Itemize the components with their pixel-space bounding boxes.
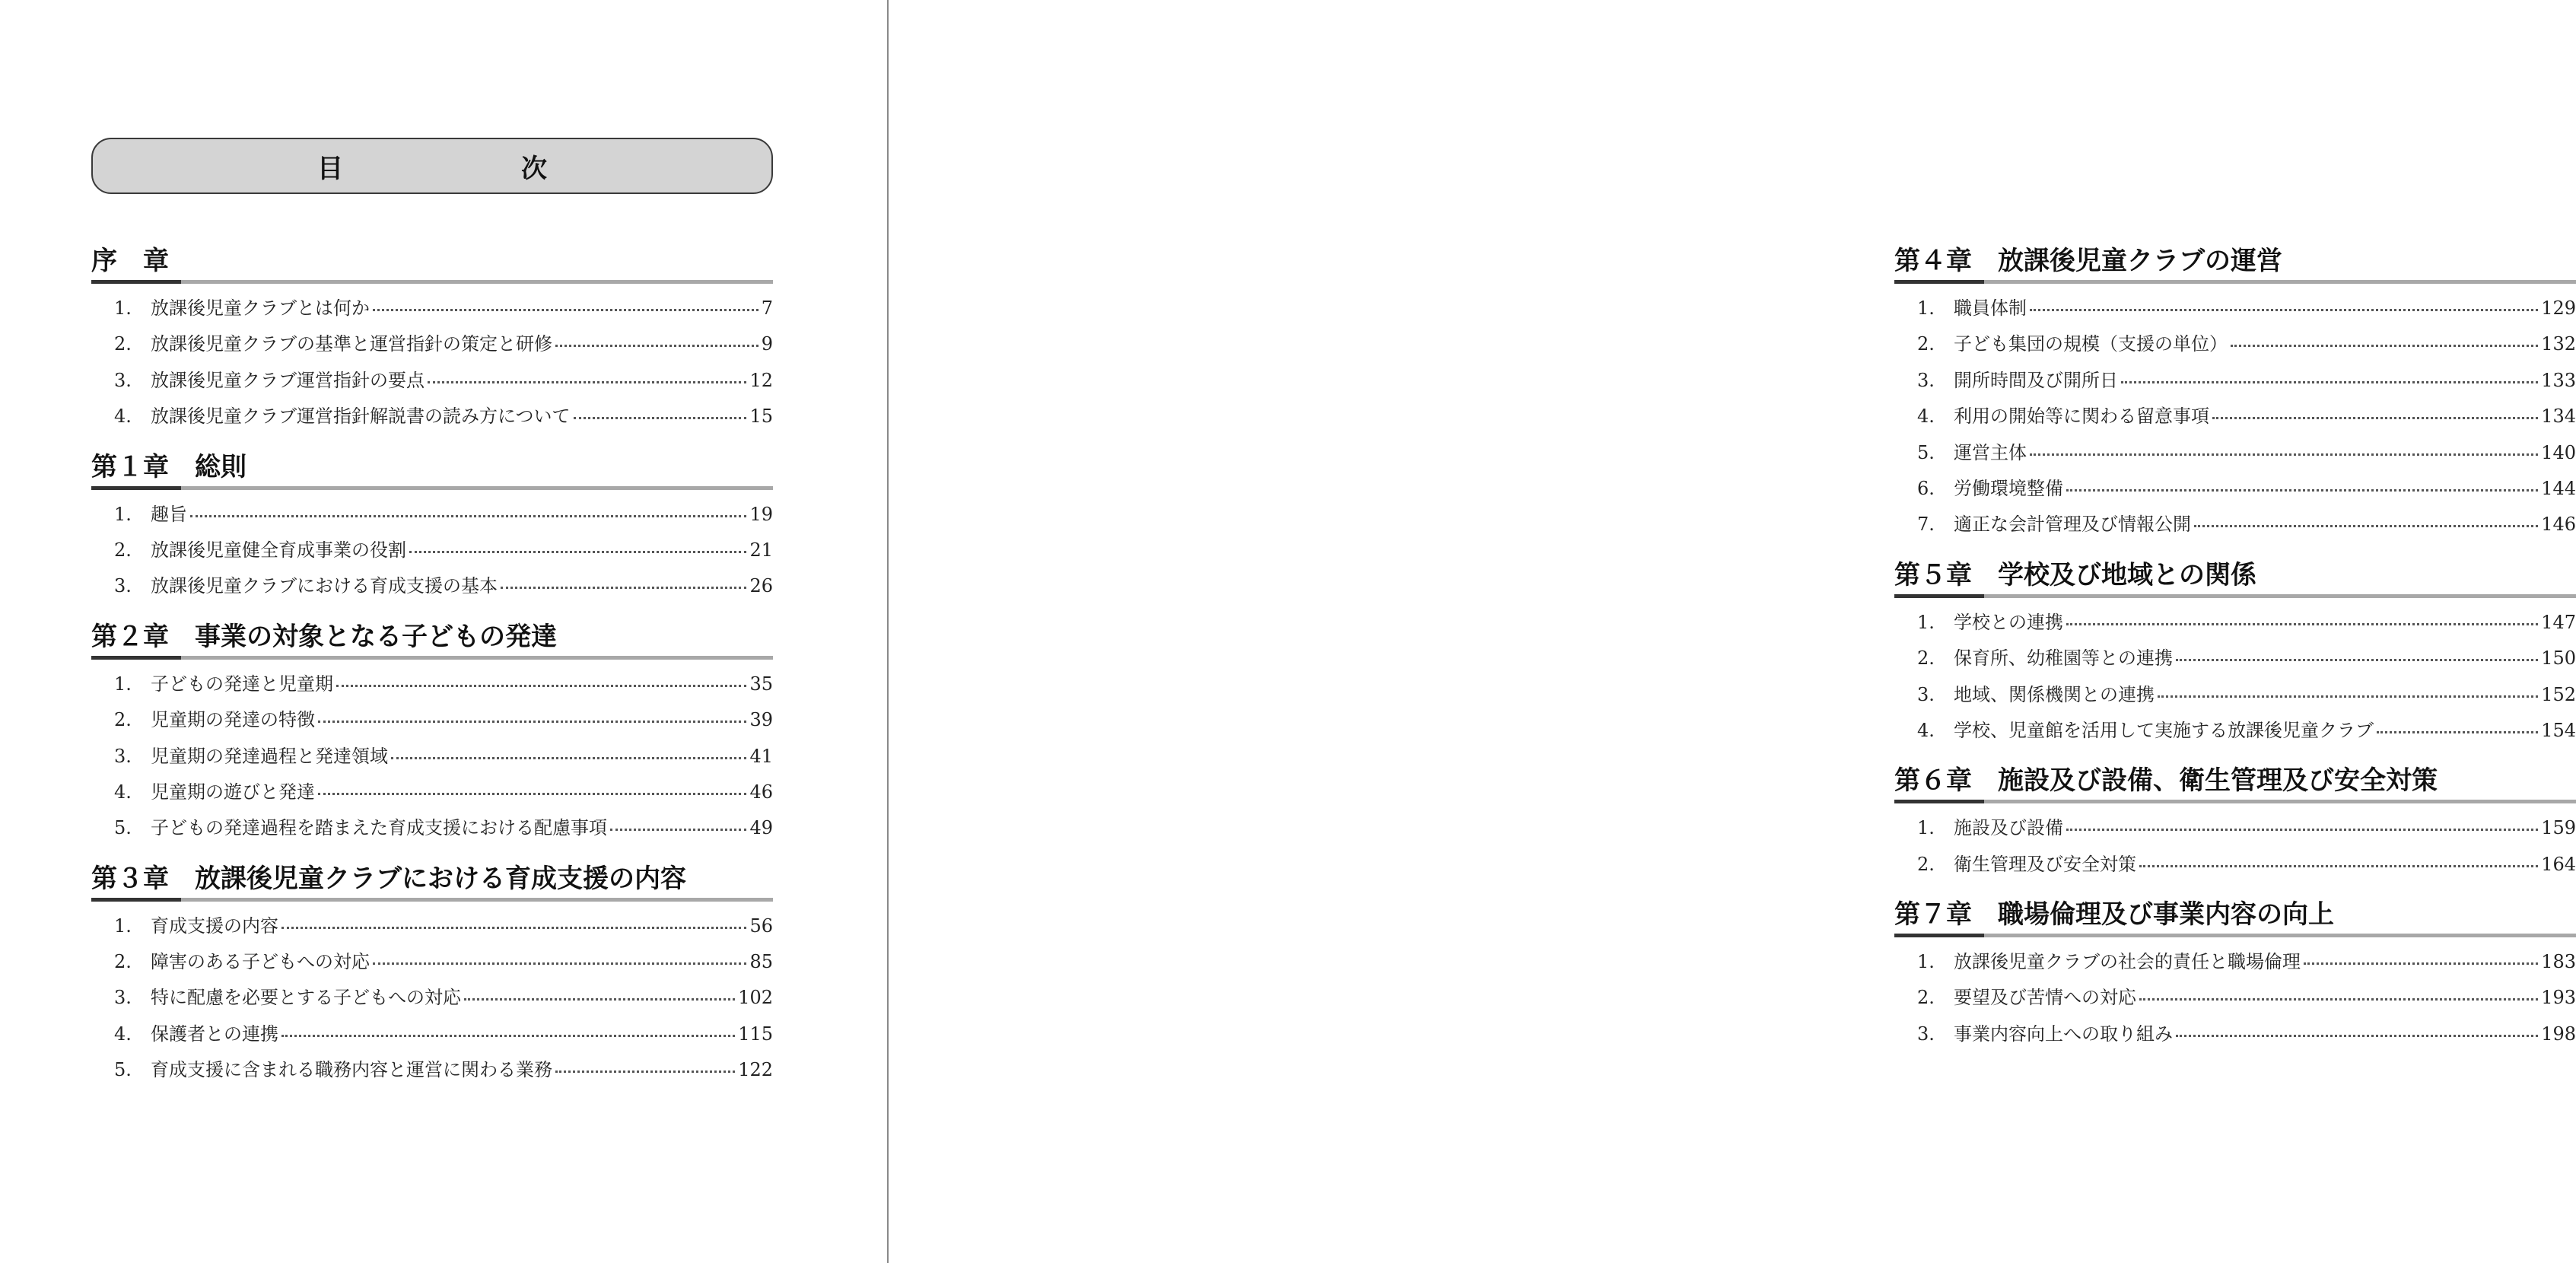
toc-entry-index: 2.: [114, 709, 132, 731]
dot-leader: [2194, 525, 2538, 527]
dot-leader: [610, 829, 746, 831]
toc-entry-index: 2.: [1917, 853, 1935, 875]
toc-entry-page: 129: [2541, 297, 2576, 319]
dot-leader: [2377, 731, 2538, 733]
toc-entry-title: 放課後児童クラブにおける育成支援の基本: [151, 575, 498, 597]
dot-leader: [318, 721, 746, 723]
chapter-section: [91, 448, 773, 618]
toc-entry-list: [91, 902, 773, 1102]
toc-entry-page: 159: [2541, 817, 2576, 839]
toc-entry-page: 39: [749, 709, 773, 731]
dot-leader: [555, 345, 758, 347]
toc-entry-page: 26: [749, 575, 773, 597]
toc-entry[interactable]: [1894, 679, 2576, 715]
toc-entry-index: 4.: [1917, 406, 1935, 428]
chapter-title: 学校及び地域との関係: [1998, 559, 2256, 590]
toc-entry-title: 保護者との連携: [151, 1023, 278, 1045]
dot-leader: [428, 381, 746, 383]
dot-leader: [2139, 865, 2538, 867]
toc-entry-index: 3.: [1917, 369, 1935, 391]
toc-entry-list: [91, 660, 773, 860]
toc-entry-title: 放課後児童クラブの社会的責任と職場倫理: [1954, 951, 2301, 973]
chapter-section: [91, 618, 773, 860]
toc-entry-page: 21: [749, 539, 773, 561]
toc-entry-index: 2.: [114, 333, 132, 355]
chapter-number: 第５章: [1894, 559, 1972, 590]
chapter-number: 第２章: [91, 621, 169, 652]
toc-entry-page: 49: [749, 817, 773, 839]
toc-column-left: [91, 242, 773, 1102]
toc-entry-index: 4.: [114, 781, 132, 803]
dot-leader: [2212, 417, 2538, 419]
chapter-section: [1894, 762, 2576, 896]
toc-entry-title: 地域、関係機関との連携: [1954, 683, 2155, 705]
toc-entry-index: 2.: [114, 539, 132, 561]
toc-entry[interactable]: [91, 535, 773, 571]
toc-entry[interactable]: [1894, 473, 2576, 509]
toc-entry-page: 183: [2541, 951, 2576, 973]
toc-entry-title: 児童期の遊びと発達: [151, 781, 315, 803]
toc-entry-title: 衛生管理及び安全対策: [1954, 853, 2136, 875]
toc-entry-page: 150: [2541, 647, 2576, 670]
toc-column-right: [1894, 242, 2576, 1065]
toc-entry[interactable]: [1894, 849, 2576, 885]
toc-entry-index: 3.: [114, 745, 132, 767]
toc-entry-title: 子ども集団の規模（支援の単位）: [1954, 333, 2228, 355]
toc-entry-title: 趣旨: [151, 503, 187, 525]
toc-entry[interactable]: [1894, 437, 2576, 473]
toc-entry-title: 特に配慮を必要とする子どもへの対応: [151, 987, 461, 1009]
dot-leader: [2066, 623, 2538, 625]
toc-entry-page: 7: [761, 297, 773, 319]
toc-entry[interactable]: [91, 571, 773, 606]
toc-entry-page: 152: [2541, 683, 2576, 705]
dot-leader: [318, 793, 746, 795]
toc-entry-index: 4.: [114, 406, 132, 428]
dot-leader: [2304, 962, 2538, 965]
toc-entry-index: 1.: [114, 503, 132, 525]
toc-entry-title: 開所時間及び開所日: [1954, 369, 2118, 391]
toc-entry-page: 41: [749, 745, 773, 767]
toc-entry-index: 5.: [114, 1059, 132, 1081]
toc-entry-index: 1.: [1917, 817, 1935, 839]
chapter-heading[interactable]: [91, 860, 773, 902]
chapter-number: 第１章: [91, 451, 169, 482]
toc-entry-page: 134: [2541, 406, 2576, 428]
right-page: [889, 0, 2576, 1263]
toc-entry-page: 15: [749, 406, 773, 428]
toc-entry-page: 122: [738, 1059, 773, 1081]
toc-entry-page: 19: [749, 503, 773, 525]
toc-entry[interactable]: [91, 669, 773, 705]
toc-entry-title: 保育所、幼稚園等との連携: [1954, 647, 2173, 670]
toc-entry-index: 6.: [1917, 477, 1935, 499]
toc-entry[interactable]: [91, 741, 773, 777]
toc-entry-index: 2.: [1917, 987, 1935, 1009]
dot-leader: [464, 998, 735, 1001]
toc-entry-title: 施設及び設備: [1954, 817, 2063, 839]
toc-title: 目 次: [317, 153, 623, 184]
chapter-number: 第６章: [1894, 765, 1972, 797]
dot-leader: [2121, 381, 2538, 383]
toc-entry-index: 3.: [114, 987, 132, 1009]
toc-entry-index: 3.: [1917, 1023, 1935, 1045]
toc-entry-index: 1.: [114, 673, 132, 695]
toc-entry-title: 労働環境整備: [1954, 477, 2063, 499]
chapter-title: 放課後児童クラブにおける育成支援の内容: [195, 863, 686, 894]
toc-entry[interactable]: [91, 1055, 773, 1090]
toc-entry-index: 3.: [114, 369, 132, 391]
toc-entry[interactable]: [1894, 946, 2576, 982]
toc-entry-title: 学校との連携: [1954, 611, 2063, 633]
toc-entry-page: 132: [2541, 333, 2576, 355]
toc-entry-page: 140: [2541, 441, 2576, 463]
chapter-title: 放課後児童クラブの運営: [1998, 246, 2282, 276]
chapter-section: [91, 242, 773, 448]
toc-entry-index: 2.: [114, 951, 132, 973]
toc-entry[interactable]: [91, 365, 773, 401]
toc-entry-page: 154: [2541, 719, 2576, 741]
chapter-rule-accent: [1894, 934, 1984, 937]
toc-entry-page: 102: [738, 987, 773, 1009]
toc-entry-list: [91, 490, 773, 618]
toc-entry-title: 放課後児童クラブ運営指針解説書の読み方について: [151, 406, 571, 428]
toc-entry-title: 障害のある子どもへの対応: [151, 951, 370, 973]
toc-entry-index: 1.: [114, 915, 132, 937]
chapter-heading[interactable]: [1894, 556, 2576, 598]
toc-entry[interactable]: [1894, 715, 2576, 751]
toc-entry-index: 5.: [114, 817, 132, 839]
toc-entry-list: [1894, 937, 2576, 1065]
toc-entry-index: 4.: [114, 1023, 132, 1045]
toc-entry-page: 198: [2541, 1023, 2576, 1045]
dot-leader: [2030, 309, 2538, 311]
dot-leader: [2176, 659, 2538, 661]
toc-entry[interactable]: [1894, 643, 2576, 679]
chapter-section: [1894, 242, 2576, 556]
toc-entry-title: 職員体制: [1954, 297, 2027, 319]
chapter-section: [1894, 896, 2576, 1065]
toc-entry-page: 164: [2541, 853, 2576, 875]
toc-entry-list: [91, 284, 773, 448]
chapter-heading[interactable]: [91, 618, 773, 660]
toc-entry-page: 9: [761, 333, 773, 355]
dot-leader: [391, 757, 746, 759]
toc-entry-page: 56: [749, 915, 773, 937]
toc-entry[interactable]: [91, 293, 773, 329]
toc-entry-page: 12: [749, 369, 773, 391]
toc-entry-title: 児童期の発達の特徴: [151, 709, 315, 731]
toc-entry[interactable]: [1894, 982, 2576, 1018]
toc-entry[interactable]: [1894, 293, 2576, 329]
toc-entry[interactable]: [91, 813, 773, 848]
chapter-title: 総則: [195, 451, 246, 482]
toc-entry[interactable]: [1894, 813, 2576, 848]
chapter-title: 事業の対象となる子どもの発達: [195, 621, 557, 652]
dot-leader: [501, 587, 746, 589]
dot-leader: [555, 1071, 735, 1073]
toc-entry-page: 144: [2541, 477, 2576, 499]
chapter-heading[interactable]: [1894, 762, 2576, 803]
toc-entry-index: 5.: [1917, 441, 1935, 463]
toc-entry-title: 利用の開始等に関わる留意事項: [1954, 406, 2209, 428]
toc-entry-index: 3.: [1917, 683, 1935, 705]
toc-entry-title: 子どもの発達過程を踏まえた育成支援における配慮事項: [151, 817, 607, 839]
dot-leader: [190, 515, 746, 517]
chapter-number: 第３章: [91, 863, 169, 894]
chapter-heading[interactable]: [91, 448, 773, 490]
dot-leader: [336, 685, 746, 687]
dot-leader: [2030, 453, 2538, 456]
toc-entry[interactable]: [91, 777, 773, 813]
toc-entry-index: 1.: [1917, 611, 1935, 633]
toc-entry[interactable]: [91, 705, 773, 740]
chapter-rule-accent: [91, 898, 181, 902]
chapter-rule-accent: [91, 656, 181, 660]
toc-title-box: [91, 138, 773, 194]
toc-entry[interactable]: [1894, 329, 2576, 364]
chapter-rule-accent: [1894, 800, 1984, 803]
toc-entry-title: 育成支援の内容: [151, 915, 278, 937]
toc-entry-title: 適正な会計管理及び情報公開: [1954, 514, 2191, 536]
dot-leader: [281, 927, 746, 929]
toc-entry[interactable]: [1894, 1019, 2576, 1055]
dot-leader: [2066, 489, 2538, 492]
toc-entry[interactable]: [91, 982, 773, 1018]
toc-entry[interactable]: [91, 946, 773, 982]
chapter-rule-accent: [91, 486, 181, 490]
chapter-title: 職場倫理及び事業内容の向上: [1998, 899, 2334, 931]
toc-entry-title: 要望及び苦情への対応: [1954, 987, 2136, 1009]
toc-entry-index: 2.: [1917, 647, 1935, 670]
toc-entry[interactable]: [1894, 365, 2576, 401]
toc-entry-title: 放課後児童クラブの基準と運営指針の策定と研修: [151, 333, 552, 355]
toc-entry[interactable]: [91, 329, 773, 364]
toc-entry-page: 133: [2541, 369, 2576, 391]
dot-leader: [2231, 345, 2538, 347]
chapter-number: 第４章: [1894, 246, 1972, 276]
chapter-heading[interactable]: [1894, 242, 2576, 284]
chapter-rule-accent: [91, 280, 181, 284]
toc-entry-title: 事業内容向上への取り組み: [1954, 1023, 2173, 1045]
toc-entry-index: 1.: [114, 297, 132, 319]
toc-entry[interactable]: [91, 911, 773, 946]
toc-entry[interactable]: [1894, 509, 2576, 545]
toc-entry-title: 放課後児童クラブ運営指針の要点: [151, 369, 425, 391]
toc-entry-list: [1894, 598, 2576, 762]
chapter-rule-accent: [1894, 280, 1984, 284]
toc-entry-index: 3.: [114, 575, 132, 597]
chapter-title: 施設及び設備、衛生管理及び安全対策: [1998, 765, 2438, 797]
toc-entry[interactable]: [91, 499, 773, 535]
toc-entry-title: 育成支援に含まれる職務内容と運営に関わる業務: [151, 1059, 552, 1081]
chapter-heading[interactable]: [1894, 896, 2576, 937]
dot-leader: [2176, 1035, 2538, 1037]
dot-leader: [409, 551, 746, 553]
toc-entry-page: 146: [2541, 514, 2576, 536]
dot-leader: [574, 417, 747, 419]
toc-entry[interactable]: [1894, 401, 2576, 437]
toc-entry-title: 子どもの発達と児童期: [151, 673, 333, 695]
dot-leader: [373, 962, 746, 965]
toc-entry-list: [1894, 284, 2576, 556]
toc-entry-index: 4.: [1917, 719, 1935, 741]
toc-entry-title: 運営主体: [1954, 441, 2027, 463]
toc-entry[interactable]: [1894, 607, 2576, 643]
toc-entry-page: 35: [749, 673, 773, 695]
toc-entry-page: 147: [2541, 611, 2576, 633]
toc-entry-index: 1.: [1917, 951, 1935, 973]
dot-leader: [2139, 998, 2538, 1001]
dot-leader: [2066, 829, 2538, 831]
toc-entry-page: 46: [749, 781, 773, 803]
toc-entry-page: 115: [738, 1023, 773, 1045]
chapter-heading[interactable]: [91, 242, 773, 284]
left-page: [0, 0, 886, 1263]
toc-entry[interactable]: [91, 1019, 773, 1055]
chapter-section: [91, 860, 773, 1102]
chapter-section: [1894, 556, 2576, 762]
toc-entry-index: 2.: [1917, 333, 1935, 355]
toc-entry-title: 児童期の発達過程と発達領域: [151, 745, 388, 767]
toc-entry-title: 学校、児童館を活用して実施する放課後児童クラブ: [1954, 719, 2374, 741]
chapter-rule-accent: [1894, 594, 1984, 598]
toc-entry-list: [1894, 803, 2576, 896]
dot-leader: [2158, 695, 2538, 698]
toc-entry-title: 放課後児童クラブとは何か: [151, 297, 370, 319]
toc-entry-index: 7.: [1917, 514, 1935, 536]
toc-entry-page: 85: [749, 951, 773, 973]
chapter-number: 第７章: [1894, 899, 1972, 931]
dot-leader: [281, 1035, 735, 1037]
toc-entry-title: 放課後児童健全育成事業の役割: [151, 539, 406, 561]
dot-leader: [373, 309, 758, 311]
chapter-number: 序 章: [91, 246, 169, 276]
toc-entry-index: 1.: [1917, 297, 1935, 319]
toc-entry[interactable]: [91, 401, 773, 437]
toc-entry-page: 193: [2541, 987, 2576, 1009]
